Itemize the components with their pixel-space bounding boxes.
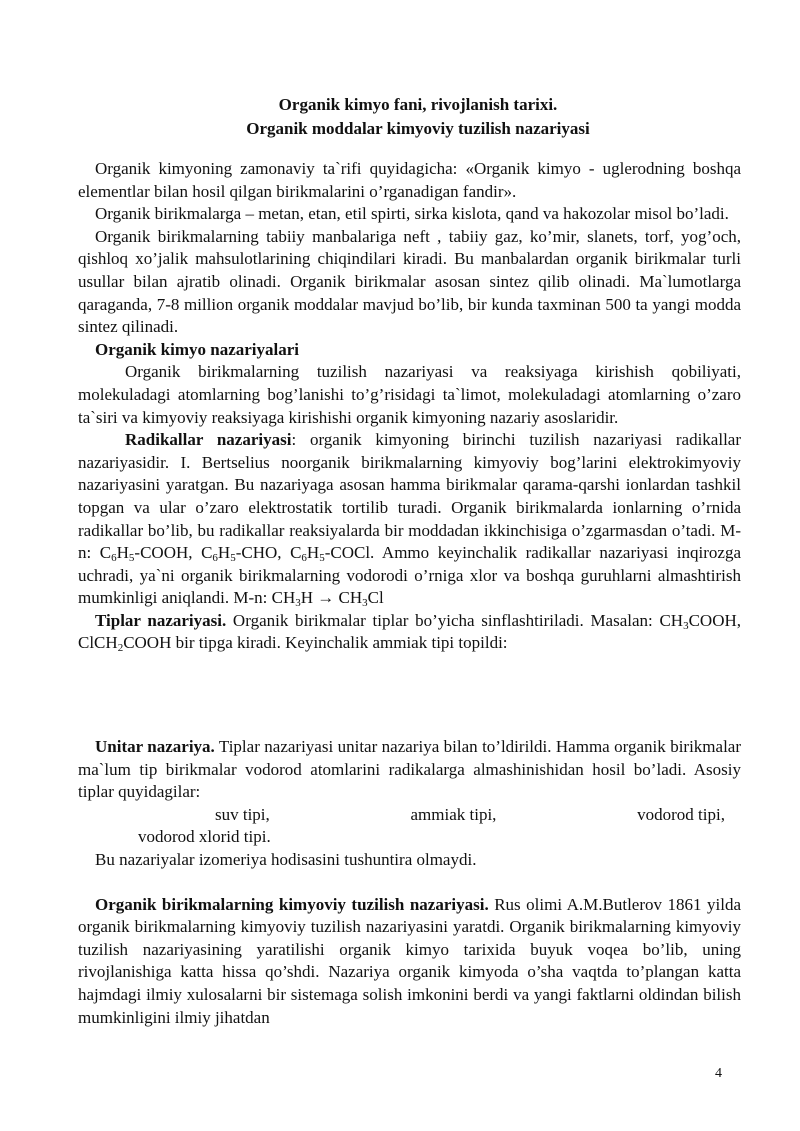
paragraph-gap — [78, 872, 741, 894]
radical-theory-text-2: Ammo keyinchalik radikallar nazariyasi inqirozga uchradi, ya`ni organik birikmalarning vodorodi o’rniga xlor va boshqa guruhlarni almashtirish mumkinligi aniqlandi. M-n: CH — [78, 543, 741, 608]
title-line-2: Organik moddalar kimyoviy tuzilish nazariyasi — [246, 119, 590, 138]
title-block — [0, 93, 800, 141]
unitar-theory-heading: Unitar nazariya. — [95, 737, 215, 757]
radical-theory-text: : organik kimyoning birinchi tuzilish nazariyasi radikallar nazariyasidir. I. Bertselius noorganik birikmalarning kimyoviy bog’larini elektrokimyoviy nazariyasini yaratgan. Bu nazariyaga asosan hamma birikmalar qarama-qarshi ionlardan tashkil topgan va ular o’zaro elektrostatik tortilib turadi. Organik birikmalarda ionlarning o’rnida radikallar bo’lib, bu radikallar reaksiyalarda bir moddadan ikkinchisiga o’zgarmasdan o’tadi. M-n: C — [78, 430, 741, 563]
butlerov-theory-heading: Organik birikmalarning kimyoviy tuzilish nazariyasi. — [95, 894, 489, 914]
paragraph-isomerism: Bu nazariyalar izomeriya hodisasini tushuntira olmaydi. — [95, 850, 477, 870]
page-number: 4 — [715, 1066, 722, 1081]
paragraph-radical-theory: Radikallar nazariyasi: organik kimyoning birinchi tuzilish nazariyasi radikallar nazariyasidir. I. Bertselius noorganik birikmalarning kimyoviy bog’larini elektrokimyoviy nazariyasini yaratgan. Bu nazariyaga asosan hamma birikmalar qarama-qarshi ionlardan tashkil topgan va ular o’zaro elektrostatik tortilib turadi. Organik birikmalarda ionlarning o’rnida radikallar bo’lib, bu radikallar reaksiyalarda bir moddadan ikkinchisiga o’zgarmasdan o’tadi. M-n: $C_6H_5$-COOH, $C_6H_5$-CHO, $C_6H_5$-COCl. Ammo keyinchalik radikallar nazariyasi inqirozga uchradi, ya`ni organik birikmalarning vodorodi o’rniga xlor va boshqa guruhlarni almashtirish mumkinligi aniqlandi. M-n: $CH_3H \to CH_3Cl$ — [78, 430, 741, 610]
heading-theories — [78, 339, 741, 362]
type-theory-text-2: COOH bir tipga kiradi. Keyinchalik ammiak tipi topildi: — [123, 633, 508, 653]
paragraph-examples: Organik birikmalarga – metan, etan, etil spirti, sirka kislota, qand va hakozolar misol bo’ladi. — [95, 204, 729, 224]
type-water: suv tipi, — [215, 804, 270, 824]
type-theory-text: Organik birikmalar tiplar bo’yicha sinflashtiriladi. Masalan: CH — [226, 610, 684, 630]
paragraph-type-theory: Tiplar nazariyasi. Organik birikmalar tiplar bo’yicha sinflashtiriladi. Masalan: $CH_3COOH$, ClCH$_2$COOH bir tipga kiradi. Keyinchalik ammiak tipi topildi: — [78, 610, 741, 655]
paragraph-unitar-theory — [78, 736, 741, 804]
blank-space — [78, 655, 741, 736]
title-line-1: Organik kimyo fani, rivojlanish tarixi. — [278, 95, 558, 114]
radical-theory-heading: Radikallar nazariyasi — [125, 430, 292, 450]
unitar-theory-text: Tiplar nazariyasi unitar nazariya bilan to’ldirildi. Hamma organik birikmalar ma`lum tip birikmalar vodorod atomlarini radikalarga almashinishidan hosil bo’ladi. Asosiy tiplar quyidagilar: — [78, 737, 741, 802]
document-body — [78, 158, 741, 1029]
paragraph-definition: Organik kimyoning zamonaviy ta`rifi quyidagicha: «Organik kimyo - uglerodning boshqa elementlar bilan hosil qilgan birikmalarini o’rganadigan fandir». — [78, 159, 741, 201]
types-row — [78, 804, 741, 827]
type-hydrogen-chloride: vodorod xlorid tipi. — [138, 827, 271, 847]
type-ammonia: ammiak tipi, — [410, 804, 497, 824]
paragraph-butlerov-theory — [78, 894, 741, 1030]
butlerov-theory-text: Rus olimi A.M.Butlerov 1861 yilda organik birikmalarning kimyoviy tuzilish nazariyasini yaratdi. Organik birikmalarning kimyoviy tuzilish nazariyasining yaratilishi organik kimyo tarixida buyuk voqea bo’lib, uning rivojlanishiga katta hissa qo’shdi. Nazariya organik kimyoda o’sha vaqtda to’plangan katta hajmdagi ilmiy xulosalarni bir sistemaga solish imkonini berdi va yangi faktlarni oldindan bilish mumkinligini ilmiy jihatdan — [78, 894, 741, 1027]
type-theory-heading: Tiplar nazariyasi. — [95, 610, 227, 630]
heading-theories-text: Organik kimyo nazariyalari — [95, 339, 299, 359]
paragraph-theory-basics: Organik birikmalarning tuzilish nazariyasi va reaksiyaga kirishish qobiliyati, molekuladagi atomlarning bog’lanishi to’g’risidagi ta`limot, molekuladagi atomlarning o’zaro ta`siri va kimyoviy reaksiyaga kirishishi organik kimyoning nazariy asoslaridir. — [78, 362, 741, 427]
type-hydrogen: vodorod tipi, — [637, 804, 725, 824]
paragraph-sources: Organik birikmalarning tabiiy manbalariga neft , tabiiy gaz, ko’mir, slanets, torf, yog’och, qishloq xo’jalik mahsulotlarining chiqindilari kiradi. Bu manbalardan organik birikmalar turli usullar bilan ajratib olinadi. Organik birikmalar asosan sintez qilib olinadi. Ma`lumotlarga qaraganda, 7-8 million organik moddalar mavjud bo’lib, bir kunda taxminan 500 ta yangi modda sintez qilinadi. — [78, 226, 741, 337]
